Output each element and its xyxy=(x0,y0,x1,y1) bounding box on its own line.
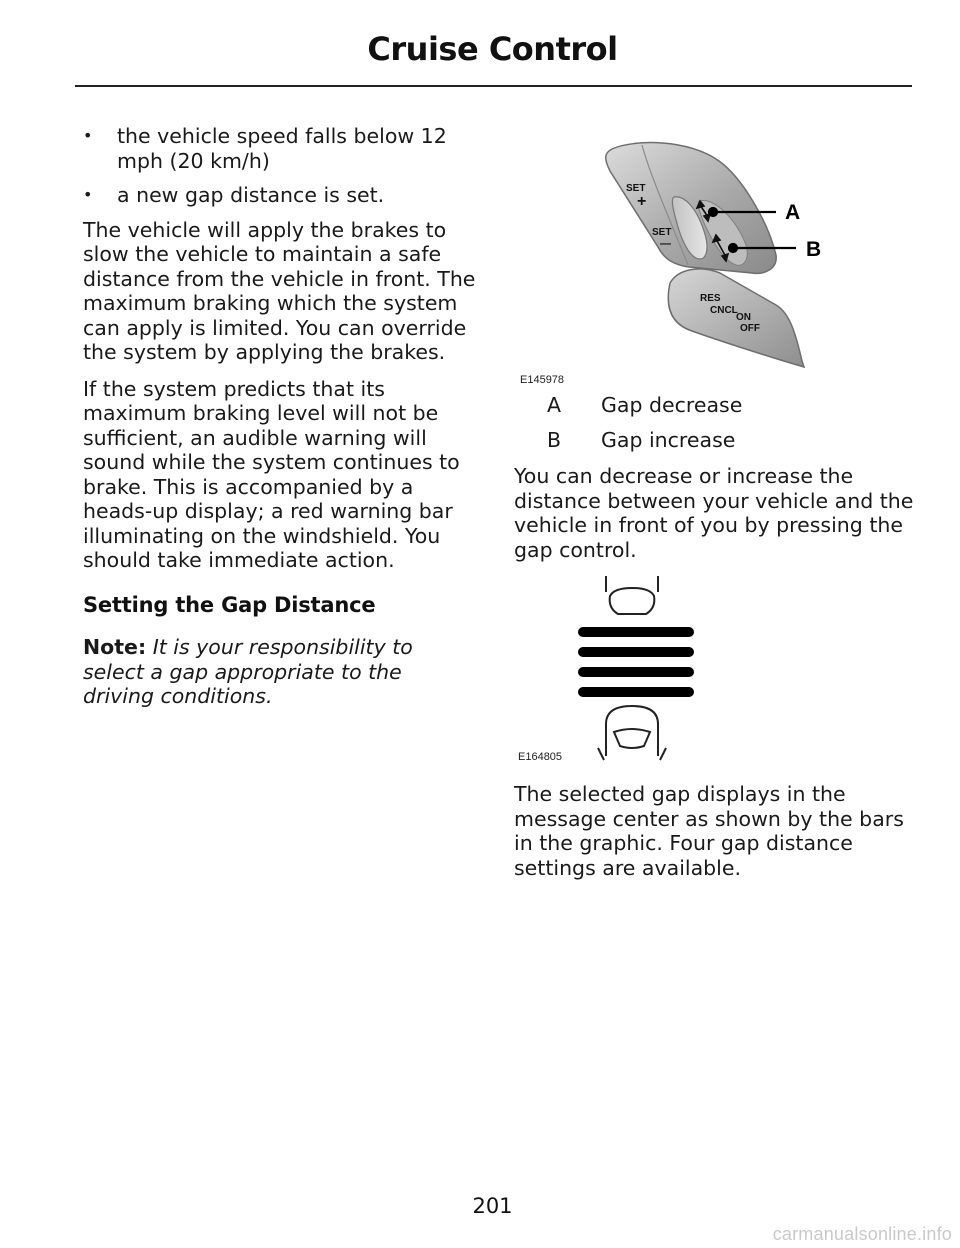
res-label: RES xyxy=(700,293,721,304)
left-column xyxy=(83,124,478,721)
gap-bar xyxy=(578,627,694,637)
legend-key: A xyxy=(547,393,562,417)
section-heading: Setting the Gap Distance xyxy=(83,592,376,617)
gap-bars xyxy=(578,627,694,697)
figure-code: E145978 xyxy=(520,374,565,386)
legend-label: Gap decrease xyxy=(601,393,743,417)
gap-bar xyxy=(578,687,694,697)
paragraph: The vehicle will apply the brakes to slow the vehicle to maintain a safe distance from the vehicle in front. The maximum braking which the system can apply is limited. You can override the system by applying the brakes. xyxy=(83,217,476,364)
watermark[interactable]: carmanualsonline.info xyxy=(772,1224,952,1244)
page-number: 201 xyxy=(472,1194,513,1218)
legend-key: B xyxy=(547,427,562,452)
note-label: Note: xyxy=(83,635,147,659)
figure-legend xyxy=(547,393,914,452)
plus-sign: + xyxy=(637,193,647,210)
steering-controls-figure xyxy=(514,135,914,385)
legend-row xyxy=(547,393,914,418)
set-plus-label: SET xyxy=(626,183,646,194)
legend-label: Gap increase xyxy=(601,427,736,452)
on-label: ON xyxy=(736,312,751,323)
note-text: It is your responsibility to select a gap appropriate to the driving conditions. xyxy=(83,635,413,708)
paragraph: If the system predicts that its maximum braking level will not be sufficient, an audible warning will sound while the system continues to brake. This is accompanied by a heads-up display; a red warning bar illuminating on the windshield. You should take immediate action. xyxy=(83,376,460,572)
header-divider xyxy=(75,85,912,87)
note xyxy=(83,635,478,709)
bullet-item: • the vehicle speed falls below 12 mph (20 km/h) xyxy=(83,124,478,173)
page-title: Cruise Control xyxy=(367,30,618,68)
callout-b: B xyxy=(806,238,822,261)
gap-display-figure xyxy=(514,574,914,764)
bullet-item: • a new gap distance is set. xyxy=(83,183,478,208)
figure-code: E164805 xyxy=(518,751,563,763)
gap-bar xyxy=(578,647,694,657)
cncl-label: CNCL xyxy=(710,305,738,316)
legend-row xyxy=(547,428,914,453)
paragraph: You can decrease or increase the distance between your vehicle and the vehicle in front of you by pressing the gap control. xyxy=(514,464,914,562)
own-car-icon xyxy=(598,706,666,760)
lead-car-icon xyxy=(606,576,658,614)
right-column xyxy=(514,135,914,892)
steering-controls-illustration xyxy=(514,135,914,385)
gap-display-illustration xyxy=(514,574,914,764)
callout-a: A xyxy=(785,201,801,224)
bullet-list xyxy=(83,124,478,208)
minus-sign: — xyxy=(660,238,671,250)
paragraph: The selected gap displays in the message center as shown by the bars in the graphic. Four gap distance settings are available. xyxy=(514,782,904,880)
off-label: OFF xyxy=(740,323,760,334)
gap-bar xyxy=(578,667,694,677)
set-minus-label: SET xyxy=(652,227,672,238)
